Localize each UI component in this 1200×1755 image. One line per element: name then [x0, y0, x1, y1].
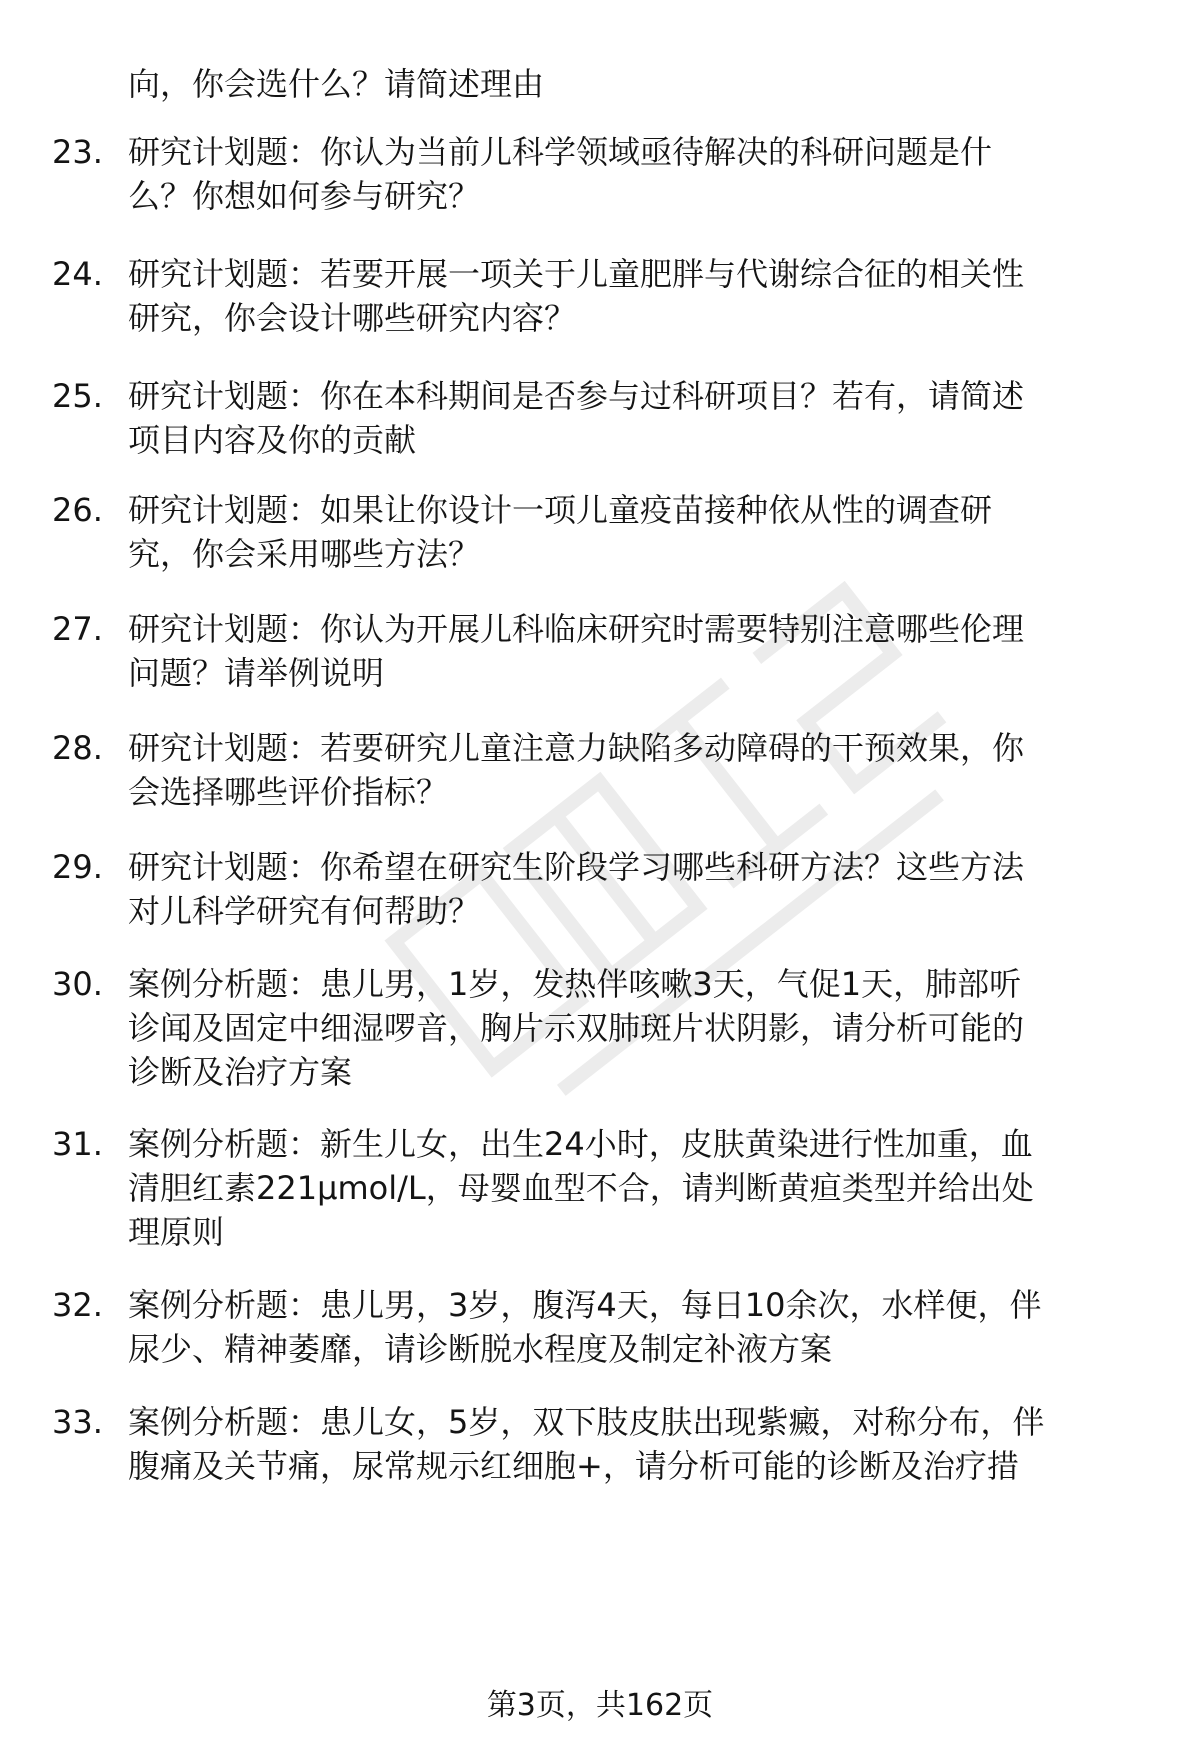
question-text	[128, 1400, 1138, 1488]
question-number: 32.	[52, 1286, 103, 1324]
question-text-line: 案例分析题：患儿男，1岁，发热伴咳嗽3天，气促1天，肺部听	[128, 965, 1022, 1003]
continuation-line: 向，你会选什么？请简述理由	[128, 65, 545, 103]
question-text-line: 理原则	[128, 1213, 225, 1251]
question-text	[128, 962, 1138, 1094]
question-text	[128, 130, 1138, 218]
question-number: 23.	[52, 133, 103, 171]
question-text-line: 案例分析题：患儿女，5岁，双下肢皮肤出现紫癜，对称分布，伴	[128, 1403, 1045, 1441]
question-text	[128, 374, 1138, 462]
question-text	[128, 252, 1138, 340]
question-number: 30.	[52, 965, 103, 1003]
question-text-line: 项目内容及你的贡献	[128, 421, 417, 459]
question-text-line: 么？你想如何参与研究？	[128, 177, 481, 215]
question-number: 31.	[52, 1125, 103, 1163]
question-text-line: 研究计划题：你希望在研究生阶段学习哪些科研方法？这些方法	[128, 848, 1025, 886]
question-number: 33.	[52, 1403, 103, 1441]
question-text-line: 对儿科学研究有何帮助？	[128, 892, 481, 930]
question-text-line: 研究计划题：你认为当前儿科学领域亟待解决的科研问题是什	[128, 133, 993, 171]
question-text-line: 研究，你会设计哪些研究内容？	[128, 299, 577, 337]
question-text-line: 问题？请举例说明	[128, 654, 385, 692]
question-text-line: 研究计划题：如果让你设计一项儿童疫苗接种依从性的调查研	[128, 491, 993, 529]
question-number: 25.	[52, 377, 103, 415]
question-text-line: 案例分析题：新生儿女，出生24小时，皮肤黄染进行性加重，血	[128, 1125, 1033, 1163]
question-text-line: 腹痛及关节痛，尿常规示红细胞+，请分析可能的诊断及治疗措	[128, 1447, 1019, 1485]
question-text	[128, 1283, 1138, 1371]
question-text-line: 案例分析题：患儿男，3岁，腹泻4天，每日10余次，水样便，伴	[128, 1286, 1042, 1324]
question-text-line: 尿少、精神萎靡，请诊断脱水程度及制定补液方案	[128, 1330, 833, 1368]
question-number: 28.	[52, 729, 103, 767]
question-text	[128, 488, 1138, 576]
question-text	[128, 726, 1138, 814]
question-number: 24.	[52, 255, 103, 293]
question-text	[128, 1122, 1138, 1254]
question-number: 27.	[52, 610, 103, 648]
question-text-line: 研究计划题：你认为开展儿科临床研究时需要特别注意哪些伦理	[128, 610, 1025, 648]
question-text-line: 研究计划题：若要研究儿童注意力缺陷多动障碍的干预效果，你	[128, 729, 1025, 767]
question-text-line: 研究计划题：你在本科期间是否参与过科研项目？若有，请简述	[128, 377, 1025, 415]
question-text-line: 研究计划题：若要开展一项关于儿童肥胖与代谢综合征的相关性	[128, 255, 1025, 293]
question-text-line: 会选择哪些评价指标？	[128, 773, 449, 811]
page-footer: 第3页，共162页	[486, 1688, 714, 1723]
question-text	[128, 607, 1138, 695]
question-text-line: 诊断及治疗方案	[128, 1053, 353, 1091]
question-text-line: 清胆红素221μmol/L，母婴血型不合，请判断黄疸类型并给出处	[128, 1169, 1034, 1207]
question-text	[128, 845, 1138, 933]
question-text-line: 诊闻及固定中细湿啰音，胸片示双肺斑片状阴影，请分析可能的	[128, 1009, 1025, 1047]
question-text-line: 究，你会采用哪些方法？	[128, 535, 481, 573]
question-number: 29.	[52, 848, 103, 886]
question-number: 26.	[52, 491, 103, 529]
